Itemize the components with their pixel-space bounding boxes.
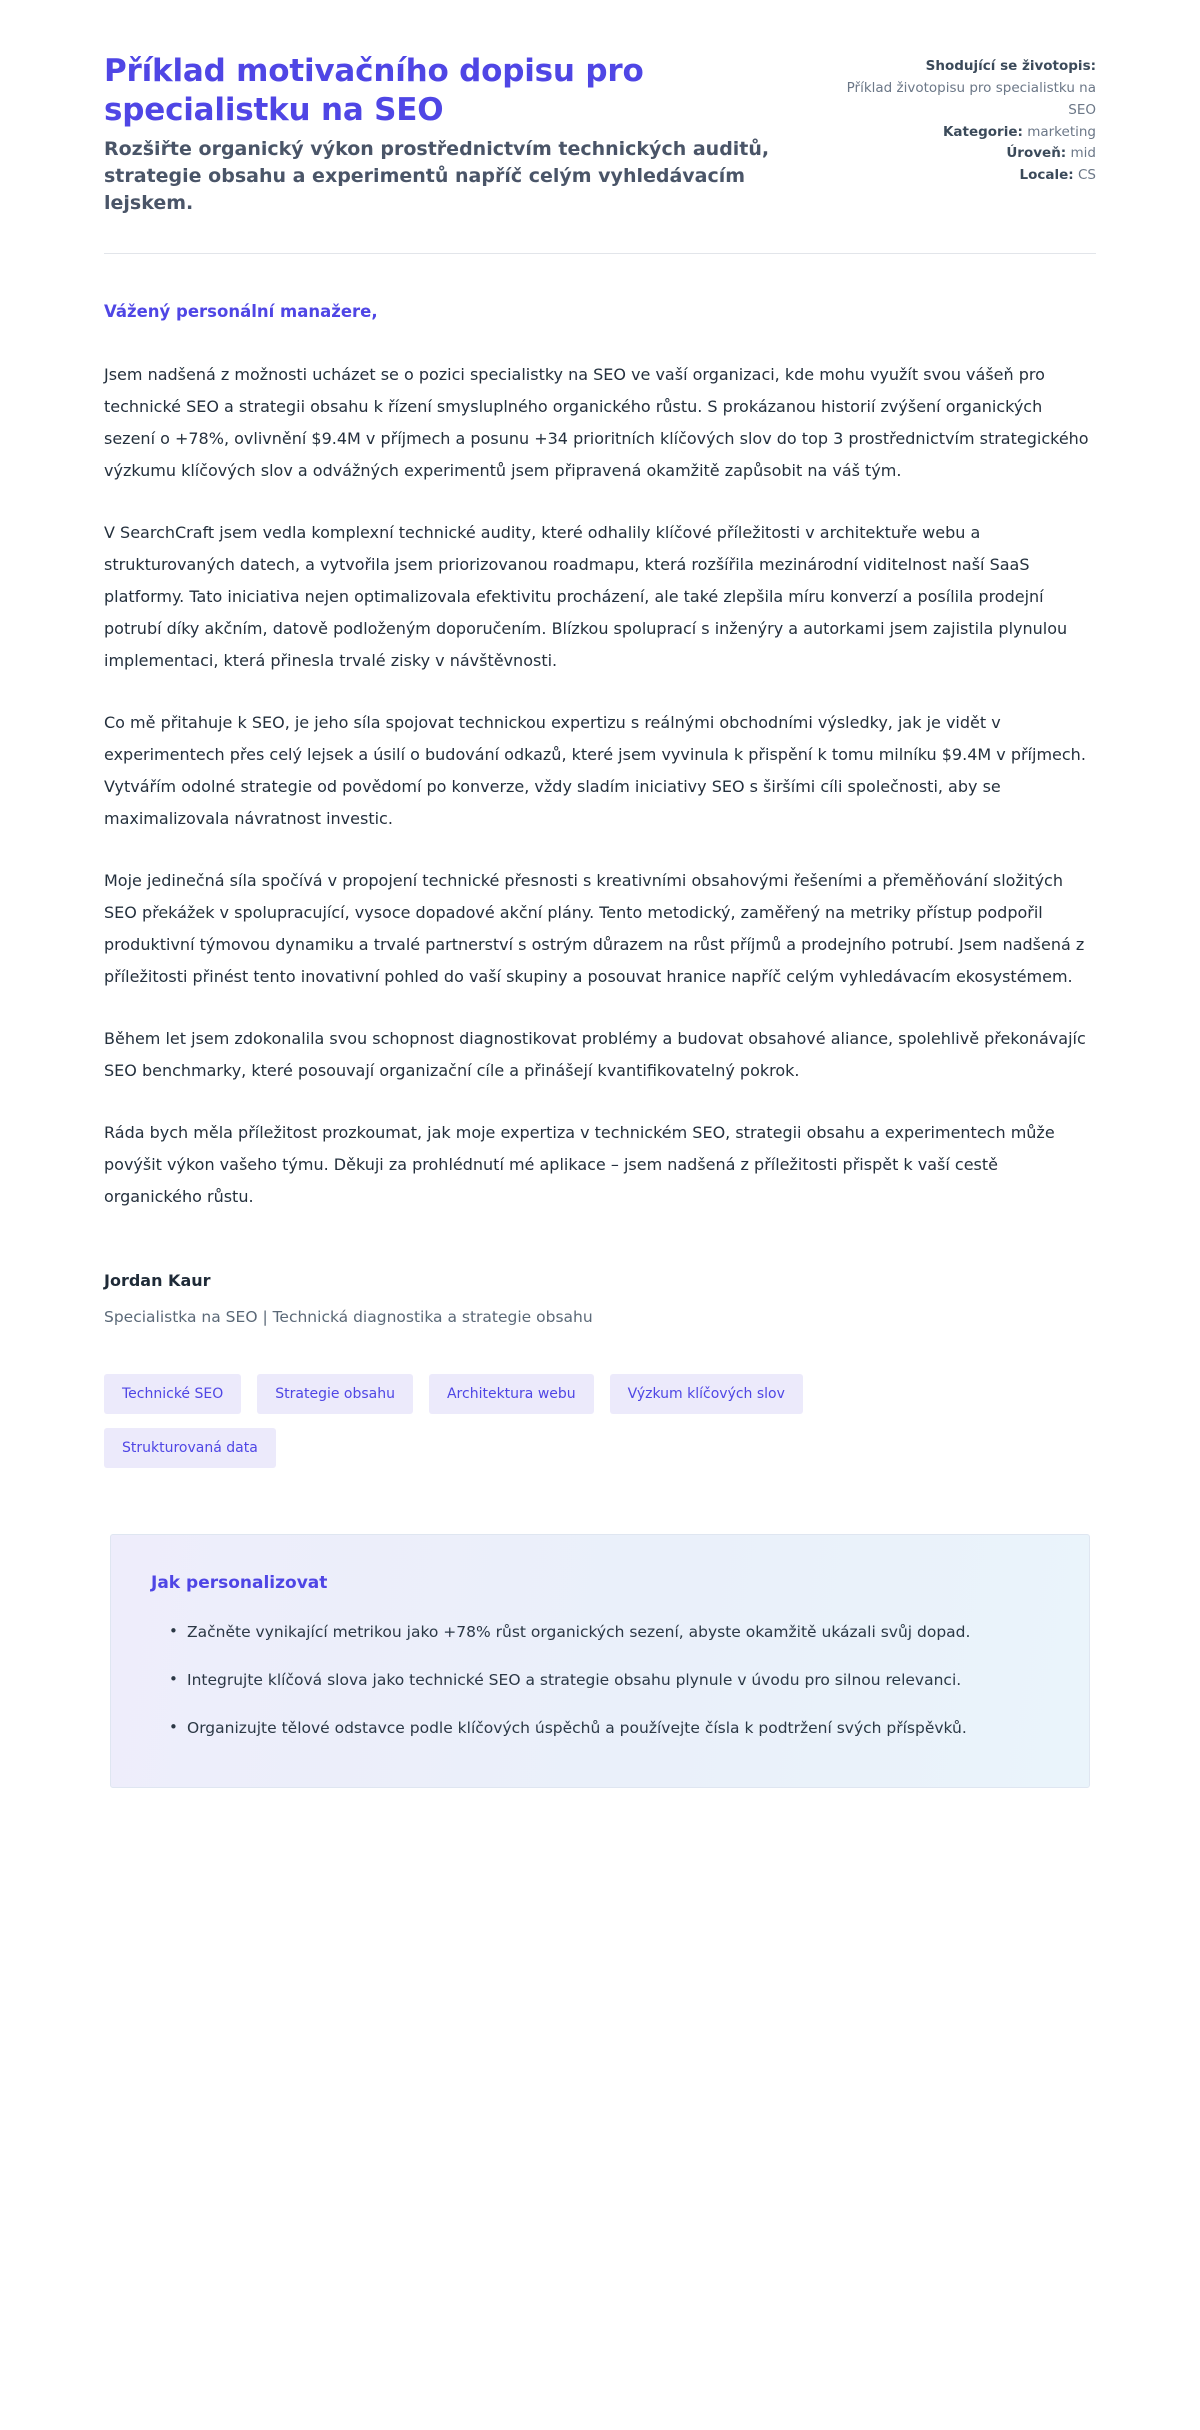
letter-paragraph: Moje jedinečná síla spočívá v propojení technické přesnosti s kreativními obsahovými řešeními a přeměňování složitých SEO překážek v spolupracující, vysoce dopadové akční plány. Tento metodický, zaměřený na metriky přístup podpořil produktivní týmovou dynamiku a trvalé partnerství s ostrým důrazem na růst příjmů a prodejního potrubí. Jsem nadšená z příležitosti přinést tento inovativní pohled do vaší skupiny a posouvat hranice napříč celým vyhledávacím ekosystémem. <box>104 870 1085 986</box>
letter-paragraph: Ráda bych měla příležitost prozkoumat, jak moje expertiza v technickém SEO, strategii obsahu a experimentech může povýšit výkon vašeho týmu. Děkuji za prohlédnutí mé aplikace – jsem nadšená z příležitosti přispět k vaší cestě organického růstu. <box>104 1122 1055 1206</box>
letter-paragraph: Jsem nadšená z možnosti ucházet se o pozici specialistky na SEO ve vaší organizaci, kde mohu využít svou vášeň pro technické SEO a strategii obsahu k řízení smysluplného organického růstu. S prokázanou historií zvýšení organických sezení o +78%, ovlivnění $9.4M v příjmech a posunu +34 prioritních klíčových slov do top 3 prostřednictvím strategického výzkumu klíčových slov a odvážných experimentů jsem připravená okamžitě zapůsobit na váš tým. <box>104 364 1089 480</box>
letter-body <box>0 254 1200 1213</box>
signature-role: Specialistka na SEO | Technická diagnostika a strategie obsahu <box>104 1307 593 1326</box>
tag-chip[interactable]: Technické SEO <box>104 1374 241 1414</box>
meta-level-label: Úroveň: <box>1006 145 1067 162</box>
meta-level <box>846 143 1096 165</box>
tag-list <box>0 1326 1000 1468</box>
meta-level-value: mid <box>1070 145 1096 162</box>
meta-locale <box>846 165 1096 187</box>
header-metadata <box>846 52 1096 187</box>
list-item: • Integrujte klíčová slova jako technické SEO a strategie obsahu plynule v úvodu pro silnou relevanci. <box>173 1665 1049 1695</box>
meta-locale-label: Locale: <box>1019 167 1074 184</box>
meta-category-value: marketing <box>1027 123 1096 140</box>
callout-tip-list <box>151 1617 1049 1744</box>
meta-matching-resume <box>846 56 1096 78</box>
page-subtitle: Rozšiřte organický výkon prostřednictvím technických auditů, strategie obsahu a experimentů napříč celým vyhledávacím lejskem. <box>104 138 770 215</box>
meta-matching-resume-value: Příklad životopisu pro specialistku na SEO <box>846 79 1096 118</box>
tag-chip[interactable]: Strategie obsahu <box>257 1374 413 1414</box>
meta-category <box>846 122 1096 144</box>
header-title-block <box>104 52 816 217</box>
personalization-callout <box>110 1534 1090 1789</box>
meta-category-label: Kategorie: <box>942 123 1023 140</box>
page-title: Příklad motivačního dopisu pro specialistku na SEO <box>104 53 644 129</box>
letter-salutation: Vážený personální manažere, <box>104 302 378 321</box>
tag-chip[interactable]: Architektura webu <box>429 1374 594 1414</box>
letter-paragraph: Během let jsem zdokonalila svou schopnost diagnostikovat problémy a budovat obsahové aliance, spolehlivě překonávajíc SEO benchmarky, které posouvají organizační cíle a přinášejí kvantifikovatelný pokrok. <box>104 1028 1086 1080</box>
signature-block <box>0 1243 1200 1326</box>
callout-title: Jak personalizovat <box>151 1572 328 1593</box>
list-item: • Organizujte tělové odstavce podle klíčových úspěchů a používejte čísla k podtržení svých příspěvků. <box>173 1713 1049 1743</box>
meta-locale-value: CS <box>1078 167 1096 184</box>
letter-paragraph: Co mě přitahuje k SEO, je jeho síla spojovat technickou expertizu s reálnými obchodními výsledky, jak je vidět v experimentech přes celý lejsek a úsilí o budování odkazů, které jsem vyvinula k přispění k tomu milníku $9.4M v příjmech. Vytvářím odolné strategie od povědomí po konverze, vždy sladím iniciativy SEO s širšími cíli společnosti, aby se maximalizovala návratnost investic. <box>104 712 1086 828</box>
page-header <box>0 0 1200 217</box>
letter-paragraph: V SearchCraft jsem vedla komplexní technické audity, které odhalily klíčové příležitosti v architektuře webu a strukturovaných datech, a vytvořila jsem priorizovanou roadmapu, která rozšířila mezinárodní viditelnost naší SaaS platformy. Tato iniciativa nejen optimalizovala efektivitu procházení, ale také zlepšila míru konverzí a posílila prodejní potrubí díky akčním, datově podloženým doporučením. Blízkou spoluprací s inženýry a autorkami jsem zajistila plynulou implementaci, která přinesla trvalé zisky v návštěvnosti. <box>104 522 1068 670</box>
meta-matching-resume-label: Shodující se životopis: <box>925 58 1096 74</box>
tag-chip[interactable]: Výzkum klíčových slov <box>610 1374 803 1414</box>
signature-name: Jordan Kaur <box>104 1270 211 1290</box>
tag-chip[interactable]: Strukturovaná data <box>104 1428 276 1468</box>
meta-matching-resume-value-row <box>846 78 1096 122</box>
list-item: • Začněte vynikající metrikou jako +78% růst organických sezení, abyste okamžitě ukázali svůj dopad. <box>173 1617 1049 1647</box>
callout-wrapper <box>0 1468 1200 1789</box>
